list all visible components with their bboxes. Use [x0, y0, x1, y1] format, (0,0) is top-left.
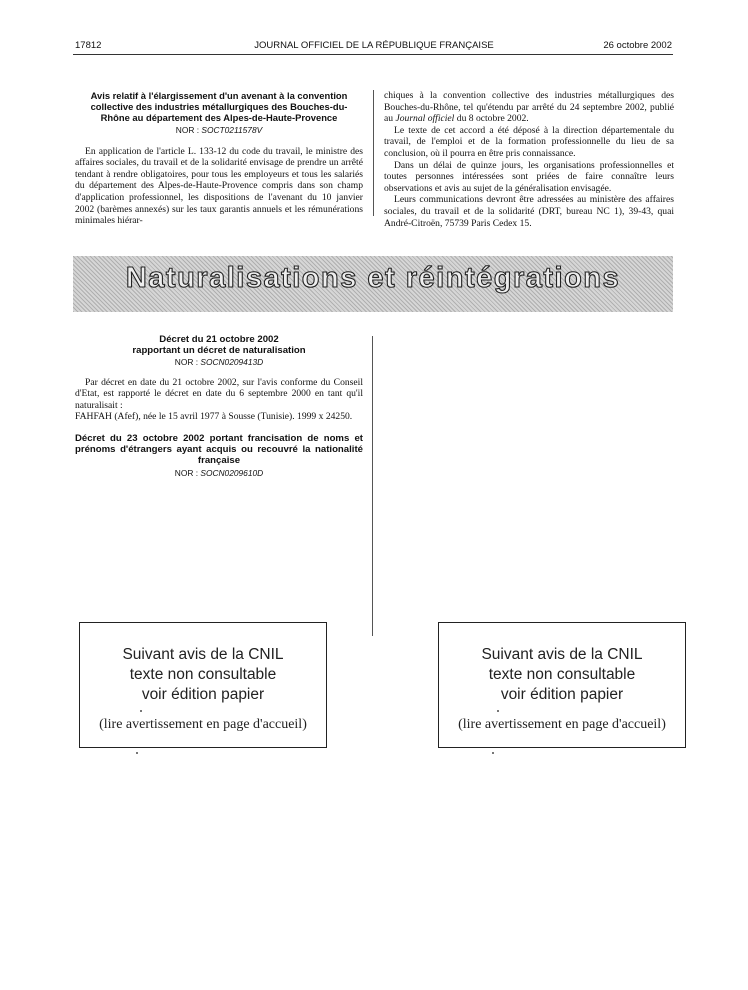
column-divider-top — [373, 90, 374, 216]
decret1-nor-label: NOR : — [174, 357, 199, 367]
decret1-title-line-1: Décret du 21 octobre 2002 — [159, 334, 279, 345]
cnil-line-2: texte non consultable — [488, 666, 636, 683]
avis-right-column — [384, 90, 674, 229]
avis-title-line-1: Avis relatif à l'élargissement d'un avenant à la convention — [90, 90, 348, 101]
decret1-nor-code: SOCN0209413D — [200, 357, 264, 367]
scan-speck — [492, 752, 494, 754]
avis-paragraph-1: En application de l'article L. 133-12 du code du travail, le ministre des affaires sociales, du travail et de la solidarité envisage de prendre un arrêté tendant à rendre obligatoires, pour tous les employeurs et tous les salariés du département des Alpes-de-Haute-Provence compris dans son champ d'application professionnel, les dispositions de l'avenant du 10 janvier 2002 (barèmes annexés) sur les taux garantis annuels et les rémunérations minimales hiérar- — [75, 145, 363, 227]
cnil-line-1: Suivant avis de la CNIL — [122, 646, 284, 663]
rubric-title: Naturalisations et réintégrations — [125, 262, 621, 294]
cnil-line-3: voir édition papier — [500, 686, 624, 703]
cnil-line-4: (lire avertissement en page d'accueil) — [99, 717, 307, 732]
decret1-title-line-2: rapportant un décret de naturalisation — [132, 345, 306, 356]
avis-title — [75, 90, 363, 123]
page-number: 17812 — [75, 40, 102, 51]
avis-left-column — [75, 90, 363, 227]
scan-speck — [497, 710, 499, 712]
cnil-line-2: texte non consultable — [129, 666, 277, 683]
column-divider-lower — [372, 336, 373, 636]
avis-paragraph-2: Le texte de cet accord a été déposé à la direction départementale du travail, de l'emploi et de la formation professionnelle du lieu de sa conclusion, où il pourra en être pris connaissance. — [384, 124, 674, 159]
decret2-nor-label: NOR : — [174, 467, 199, 478]
avis-nor-code: SOCT0211578V — [201, 125, 263, 135]
avis-title-line-2: collective des industries métallurgiques des Bouches-du- — [90, 101, 348, 112]
avis-nor — [75, 125, 363, 137]
avis-paragraph-4: Leurs communications devront être adressées au ministère des affaires sociales, du travail et de la solidarité (DRT, bureau NC 1), 39-43, quai André-Citroën, 75739 Paris Cedex 15. — [384, 194, 674, 229]
header-rule — [73, 54, 673, 55]
decret2-nor — [75, 468, 363, 480]
avis-title-line-3: Rhône au département des Alpes-de-Haute-Provence — [100, 112, 338, 123]
decret1-entry: FAHFAH (Afef), née le 15 avril 1977 à Sousse (Tunisie). 1999 x 24250. — [75, 411, 353, 423]
decrets-column — [75, 334, 363, 480]
scan-speck — [136, 752, 138, 754]
avis-continuation-end: du 8 octobre 2002. — [456, 113, 529, 125]
avis-continuation-start: chiques à la convention collective des industries métallurgiques des Bouches-du-Rhône, tel qu'étendu par arrêté du 24 septembre 2002, publié au — [384, 90, 674, 125]
cnil-notice-box-left — [79, 622, 327, 748]
decret2-nor-code: SOCN0209610D — [200, 467, 264, 478]
cnil-line-3: voir édition papier — [141, 686, 265, 703]
avis-paragraph-3: Dans un délai de quinze jours, les organisations professionnelles et toutes personnes intéressées sont priées de faire connaître leurs observations et avis au sujet de la généralisation envisagée. — [384, 159, 674, 194]
decret2-title: Décret du 23 octobre 2002 portant francisation de noms et prénoms d'étrangers ayant acquis ou recouvré la nationalité française — [75, 432, 363, 466]
rubric-banner — [73, 256, 673, 312]
decret1-title — [75, 334, 363, 356]
cnil-notice-box-right — [438, 622, 686, 748]
journal-officiel-ref: Journal officiel — [395, 113, 455, 125]
scan-speck — [140, 710, 142, 712]
cnil-line-1: Suivant avis de la CNIL — [481, 646, 643, 663]
avis-nor-label: NOR : — [175, 125, 200, 135]
cnil-line-4: (lire avertissement en page d'accueil) — [458, 717, 666, 732]
decret1-paragraph: Par décret en date du 21 octobre 2002, sur l'avis conforme du Conseil d'Etat, est rapporté le décret en date du 6 septembre 2000 en tant qu'il naturalisait : — [75, 376, 363, 411]
issue-date: 26 octobre 2002 — [603, 40, 672, 51]
decret1-nor — [75, 357, 363, 369]
journal-title: JOURNAL OFFICIEL DE LA RÉPUBLIQUE FRANÇAISE — [254, 40, 494, 51]
avis-paragraph-continuation — [384, 90, 674, 125]
